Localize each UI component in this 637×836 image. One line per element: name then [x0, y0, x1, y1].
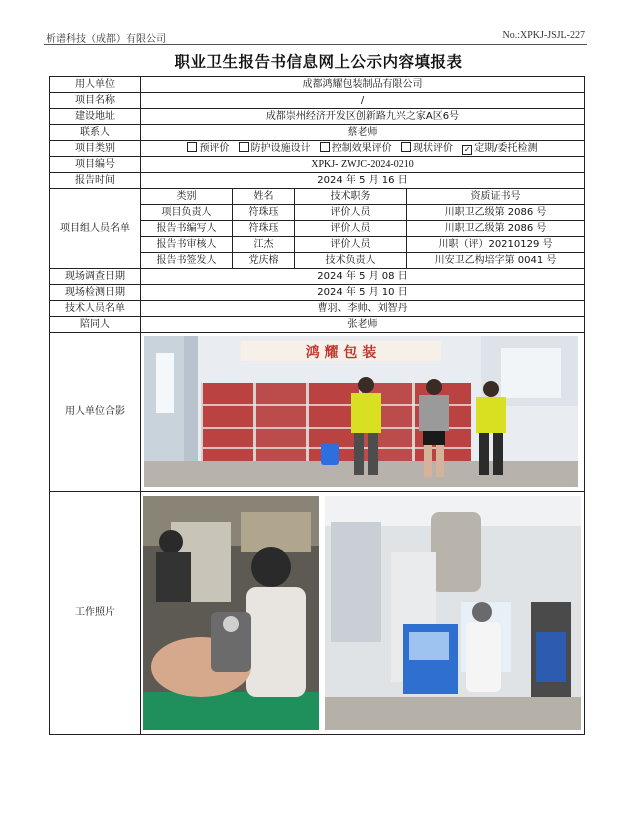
technicians-label: 技术人员名单 [50, 301, 141, 317]
row-work-photos [50, 492, 585, 735]
member-name: 符珠珏 [233, 221, 295, 237]
project-name-label: 项目名称 [50, 93, 141, 109]
team-header-name: 姓名 [233, 189, 295, 205]
row-test-date [50, 285, 585, 301]
member-name: 党庆榕 [233, 253, 295, 269]
member-role: 报告书签发人 [141, 253, 233, 269]
checkbox-icon[interactable] [239, 142, 249, 152]
row-escort [50, 317, 585, 333]
team-header-title: 技术职务 [295, 189, 407, 205]
row-category [50, 141, 585, 157]
employer-value: 成都鸿耀包装制品有限公司 [141, 77, 585, 93]
test-date-label: 现场检测日期 [50, 285, 141, 301]
category-option[interactable]: 控制效果评价 [320, 142, 392, 156]
page-title: 职业卫生报告书信息网上公示内容填报表 [174, 53, 463, 71]
checkbox-checked-icon[interactable]: ✓ [463, 144, 471, 154]
member-cert: 川安卫乙构培字第 0041 号 [407, 253, 585, 269]
group-photo-label: 用人单位合影 [50, 333, 141, 492]
report-time-value: 2024 年 5 月 16 日 [141, 173, 585, 189]
work-photos-cell [141, 492, 585, 735]
project-no-label: 项目编号 [50, 157, 141, 173]
member-name: 符珠珏 [233, 205, 295, 221]
survey-date-label: 现场调查日期 [50, 269, 141, 285]
contact-label: 联系人 [50, 125, 141, 141]
header-divider [44, 44, 587, 45]
group-photo-cell [141, 333, 585, 492]
member-role: 报告书编写人 [141, 221, 233, 237]
escort-label: 陪同人 [50, 317, 141, 333]
category-option[interactable]: 预评价 [187, 142, 229, 156]
member-name: 江杰 [233, 237, 295, 253]
member-role: 项目负责人 [141, 205, 233, 221]
checkbox-icon[interactable] [320, 142, 330, 152]
member-role: 报告书审核人 [141, 237, 233, 253]
category-option[interactable]: 防护设施设计 [239, 142, 311, 156]
member-cert: 川职卫乙级第 2086 号 [407, 205, 585, 221]
disclosure-form-table [49, 76, 585, 735]
member-cert: 川职卫乙级第 2086 号 [407, 221, 585, 237]
group-photo-image [141, 333, 585, 491]
work-photos-label: 工作照片 [50, 492, 141, 735]
member-title: 评价人员 [295, 237, 407, 253]
member-cert: 川职（评）20210129 号 [407, 237, 585, 253]
document-number: No.:XPKJ-JSJL-227 [502, 30, 585, 41]
category-label: 项目类别 [50, 141, 141, 157]
technicians-value: 曹羽、李帅、刘智丹 [141, 301, 585, 317]
team-header-role: 类别 [141, 189, 233, 205]
test-date-value: 2024 年 5 月 10 日 [141, 285, 585, 301]
member-title: 技术负责人 [295, 253, 407, 269]
contact-value: 蔡老师 [141, 125, 585, 141]
survey-date-value: 2024 年 5 月 08 日 [141, 269, 585, 285]
address-label: 建设地址 [50, 109, 141, 125]
row-group-photo [50, 333, 585, 492]
row-technicians [50, 301, 585, 317]
project-name-value: / [141, 93, 585, 109]
row-project-no [50, 157, 585, 173]
row-address [50, 109, 585, 125]
row-employer [50, 77, 585, 93]
member-title: 评价人员 [295, 221, 407, 237]
checkbox-icon[interactable] [187, 142, 197, 152]
work-photos-image [141, 492, 585, 734]
row-project-name [50, 93, 585, 109]
escort-value: 张老师 [141, 317, 585, 333]
row-contact [50, 125, 585, 141]
checkbox-icon[interactable] [401, 142, 411, 152]
category-options [141, 141, 585, 157]
employer-label: 用人单位 [50, 77, 141, 93]
row-survey-date [50, 269, 585, 285]
team-header-cert: 资质证书号 [407, 189, 585, 205]
company-name: 析谱科技（成都）有限公司 [46, 34, 166, 45]
member-title: 评价人员 [295, 205, 407, 221]
banner-text: 鸿 耀 包 装 [305, 345, 377, 361]
team-header-row [50, 189, 585, 205]
address-value: 成都崇州经济开发区创新路九兴之家A区6号 [141, 109, 585, 125]
category-option[interactable]: 现状评价 [401, 142, 453, 156]
report-time-label: 报告时间 [50, 173, 141, 189]
project-no-value: XPKJ- ZWJC-2024-0210 [141, 157, 585, 173]
category-option[interactable]: ✓ 定期/委托检测 [463, 142, 538, 154]
team-label: 项目组人员名单 [50, 189, 141, 269]
row-report-time [50, 173, 585, 189]
